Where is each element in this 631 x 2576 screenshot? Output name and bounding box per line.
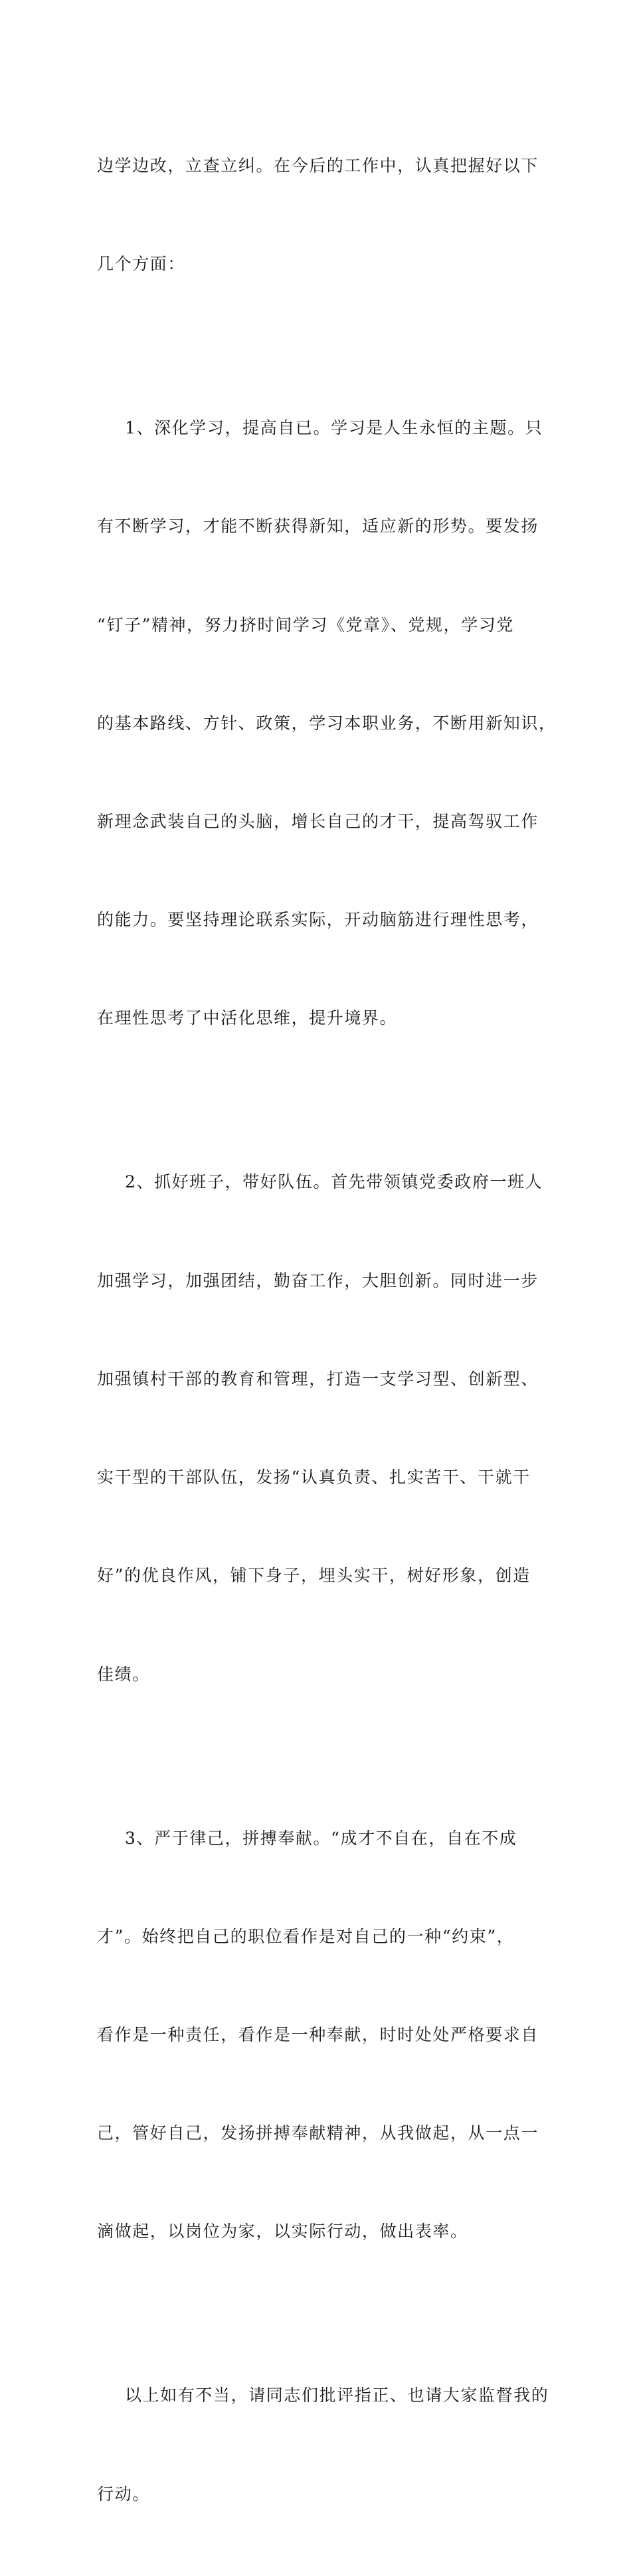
text-line: 新理念武装自己的头脑，增长自己的才干，提高驾驭工作 [97,811,539,831]
text-line: 1、深化学习，提高自已。学习是人生永恒的主题。只 [125,418,543,438]
text-line: 滴做起，以岗位为家，以实际行动，做出表率。 [97,2222,468,2241]
text-line: 几个方面： [97,254,186,274]
paragraph-point-2 [97,1100,543,1756]
text-line: 3、严于律己，拼搏奉献。“成才不自在，自在不成 [125,1828,517,1848]
text-line: 行动。 [97,2484,150,2504]
text-line: 的基本路线、方针、政策，学习本职业务，不断用新知识， [97,713,557,733]
paragraph-closing [97,2314,549,2576]
text-line: 好”的优良作风，铺下身子，埋头实干，树好形象，创造 [97,1566,531,1586]
paragraph-intro-continuation [97,84,539,346]
text-line: 加强镇村干部的教育和管理，打造一支学习型、创新型、 [97,1369,539,1389]
text-line: 以上如有不当，请同志们批评指正、也请大家监督我的 [125,2386,549,2405]
text-line: 实干型的干部队伍，发扬“认真负责、扎实苦干、干就干 [97,1468,531,1487]
text-line: 佳绩。 [97,1664,150,1684]
text-line: 的能力。要坚持理论联系实际，开动脑筋进行理性思考， [97,910,539,930]
text-line: 有不断学习，才能不断获得新知，适应新的形势。要发扬 [97,516,539,536]
text-line: 加强学习，加强团结，勤奋工作，大胆创新。同时进一步 [97,1270,539,1290]
text-line: 才”。始终把自己的职位看作是对自己的一种“约束”， [97,1926,515,1946]
text-line: 看作是一种责任，看作是一种奉献，时时处处严格要求自 [97,2024,539,2044]
text-line: 边学边改，立查立纠。在今后的工作中，认真把握好以下 [97,155,539,175]
paragraph-point-1 [97,346,557,1100]
text-line: 在理性思考了中活化思维，提升境界。 [97,1008,398,1028]
document-body [97,84,557,2576]
text-line: 己，管好自己，发扬拼搏奉献精神，从我做起，从一点一 [97,2123,539,2143]
paragraph-point-3 [97,1756,539,2314]
text-line: “钉子”精神，努力挤时间学习《党章》、党规，学习党 [97,615,515,635]
text-line: 2、抓好班子，带好队伍。首先带领镇党委政府一班人 [125,1172,543,1192]
